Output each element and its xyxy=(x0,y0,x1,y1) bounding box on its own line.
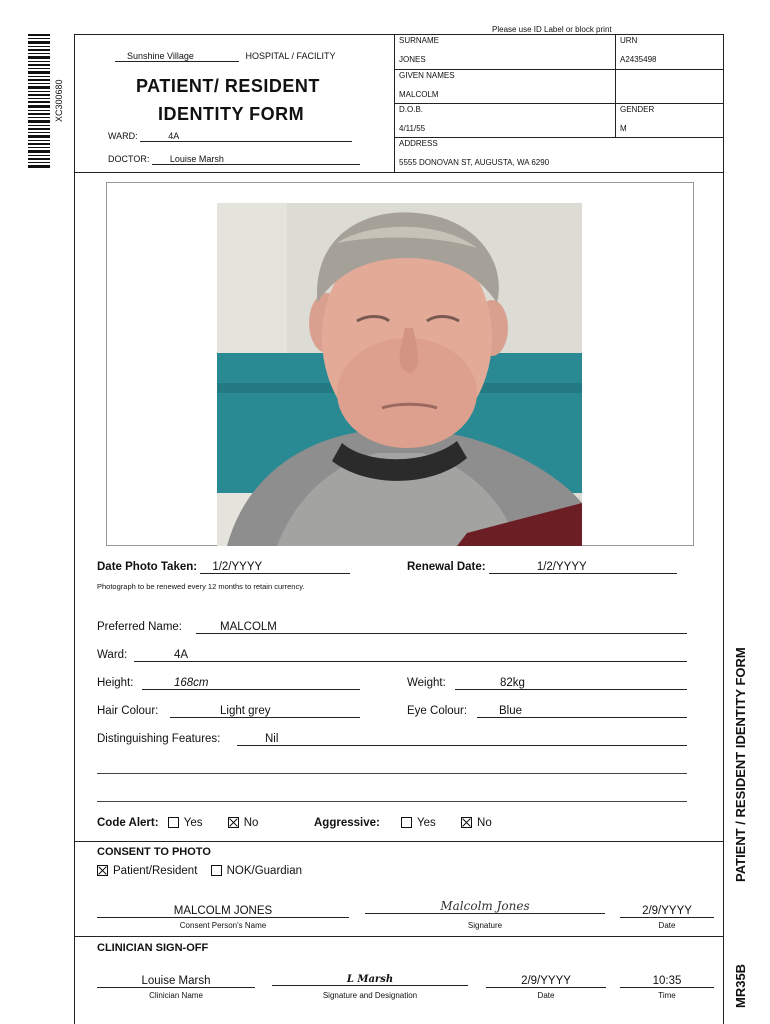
aggressive-no-checkbox[interactable] xyxy=(461,817,472,828)
urn-label: URN xyxy=(620,36,638,45)
doctor-field xyxy=(108,154,360,165)
features-label: Distinguishing Features: xyxy=(97,733,221,745)
ward-value[interactable]: 4A xyxy=(140,131,352,142)
clinician-heading: CLINICIAN SIGN-OFF xyxy=(97,942,209,954)
clinician-date-caption: Date xyxy=(537,991,555,1000)
given-names-label: GIVEN NAMES xyxy=(399,71,455,80)
date-taken-label: Date Photo Taken: xyxy=(97,561,198,573)
dob-label: D.O.B. xyxy=(399,105,424,114)
consent-heading: CONSENT TO PHOTO xyxy=(97,846,211,858)
barcode xyxy=(28,34,50,170)
weight-value[interactable]: 82kg xyxy=(455,677,687,690)
surname-label: SURNAME xyxy=(399,36,440,45)
aggressive-row xyxy=(314,817,492,829)
code-alert-no-label: No xyxy=(243,817,259,829)
renewal-date-label: Renewal Date: xyxy=(407,561,486,573)
ward-detail-label: Ward: xyxy=(97,649,128,661)
clinician-name-caption: Clinician Name xyxy=(149,991,203,1000)
side-form-code: MR35B xyxy=(733,963,748,1008)
hair-colour-value[interactable]: Light grey xyxy=(170,705,360,718)
features-line-2[interactable] xyxy=(97,773,687,774)
patient-photo xyxy=(217,203,582,546)
ward-label: WARD: xyxy=(108,131,138,141)
facility-label: HOSPITAL / FACILITY xyxy=(245,51,336,61)
consent-patient-checkbox[interactable] xyxy=(97,865,108,876)
eye-colour-label: Eye Colour: xyxy=(407,705,468,717)
patient-photo-graphic xyxy=(217,203,582,546)
barcode-code: XC300680 xyxy=(54,79,64,122)
facility-name: Sunshine Village xyxy=(115,51,239,62)
date-taken-field xyxy=(97,561,350,574)
consent-name-caption: Consent Person's Name xyxy=(179,921,267,930)
aggressive-no-label: No xyxy=(477,817,492,829)
renewal-date-field xyxy=(407,561,677,574)
height-value[interactable]: 168cm xyxy=(142,677,360,690)
clinician-signature-value[interactable]: L Marsh xyxy=(272,974,468,986)
preferred-name-value[interactable]: MALCOLM xyxy=(196,621,687,634)
form-title-line2: IDENTITY FORM xyxy=(158,104,305,124)
hair-colour-label: Hair Colour: xyxy=(97,705,159,717)
consent-options xyxy=(97,865,302,877)
aggressive-yes-checkbox[interactable] xyxy=(401,817,412,828)
urn-value[interactable]: A2435498 xyxy=(620,55,657,64)
dob-value[interactable]: 4/11/55 xyxy=(399,124,426,133)
clinician-name-value[interactable]: Louise Marsh xyxy=(97,975,255,988)
facility-line xyxy=(115,51,336,62)
gender-value[interactable]: M xyxy=(620,124,627,133)
doctor-label: DOCTOR: xyxy=(108,154,150,164)
doctor-value[interactable]: Louise Marsh xyxy=(152,154,360,165)
eye-colour-value[interactable]: Blue xyxy=(477,705,687,718)
ward-detail-value[interactable]: 4A xyxy=(134,649,687,662)
given-names-value[interactable]: MALCOLM xyxy=(399,90,439,99)
gender-label: GENDER xyxy=(620,105,655,114)
address-label: ADDRESS xyxy=(399,139,438,148)
consent-nok-label: NOK/Guardian xyxy=(226,865,303,877)
surname-value[interactable]: JONES xyxy=(399,55,426,64)
code-alert-yes-checkbox[interactable] xyxy=(168,817,179,828)
form-title-line1: PATIENT/ RESIDENT xyxy=(136,76,320,96)
code-alert-yes-label: Yes xyxy=(183,817,203,829)
height-label: Height: xyxy=(97,677,134,689)
barcode-graphic xyxy=(28,34,50,170)
consent-name-value[interactable]: MALCOLM JONES xyxy=(97,905,349,918)
consent-date-value[interactable]: 2/9/YYYY xyxy=(620,905,714,918)
features-line-3[interactable] xyxy=(97,801,687,802)
features-value[interactable]: Nil xyxy=(237,733,687,746)
consent-patient-label: Patient/Resident xyxy=(113,865,198,877)
preferred-name-label: Preferred Name: xyxy=(97,621,183,633)
renewal-note: Photograph to be renewed every 12 months to retain currency. xyxy=(97,582,305,591)
address-value[interactable]: 5555 DONOVAN ST, AUGUSTA, WA 6290 xyxy=(399,158,550,167)
print-notice: Please use ID Label or block print xyxy=(492,25,612,34)
aggressive-yes-label: Yes xyxy=(417,817,436,829)
consent-date-caption: Date xyxy=(658,921,676,930)
clinician-time-value[interactable]: 10:35 xyxy=(620,975,714,988)
side-form-title: PATIENT / RESIDENT IDENTITY FORM xyxy=(733,647,748,882)
consent-nok-checkbox[interactable] xyxy=(211,865,222,876)
weight-label: Weight: xyxy=(407,677,446,689)
clinician-signature-caption: Signature and Designation xyxy=(322,991,418,1000)
clinician-time-caption: Time xyxy=(658,991,676,1000)
date-taken-value[interactable]: 1/2/YYYY xyxy=(200,561,350,574)
renewal-date-value[interactable]: 1/2/YYYY xyxy=(489,561,677,574)
consent-signature-caption: Signature xyxy=(467,921,503,930)
code-alert-row xyxy=(97,817,258,829)
clinician-date-value[interactable]: 2/9/YYYY xyxy=(486,975,606,988)
code-alert-no-checkbox[interactable] xyxy=(228,817,239,828)
code-alert-label: Code Alert: xyxy=(97,817,159,829)
consent-signature-value[interactable]: Malcolm Jones xyxy=(365,899,605,914)
ward-field xyxy=(108,131,352,142)
aggressive-label: Aggressive: xyxy=(314,817,380,829)
